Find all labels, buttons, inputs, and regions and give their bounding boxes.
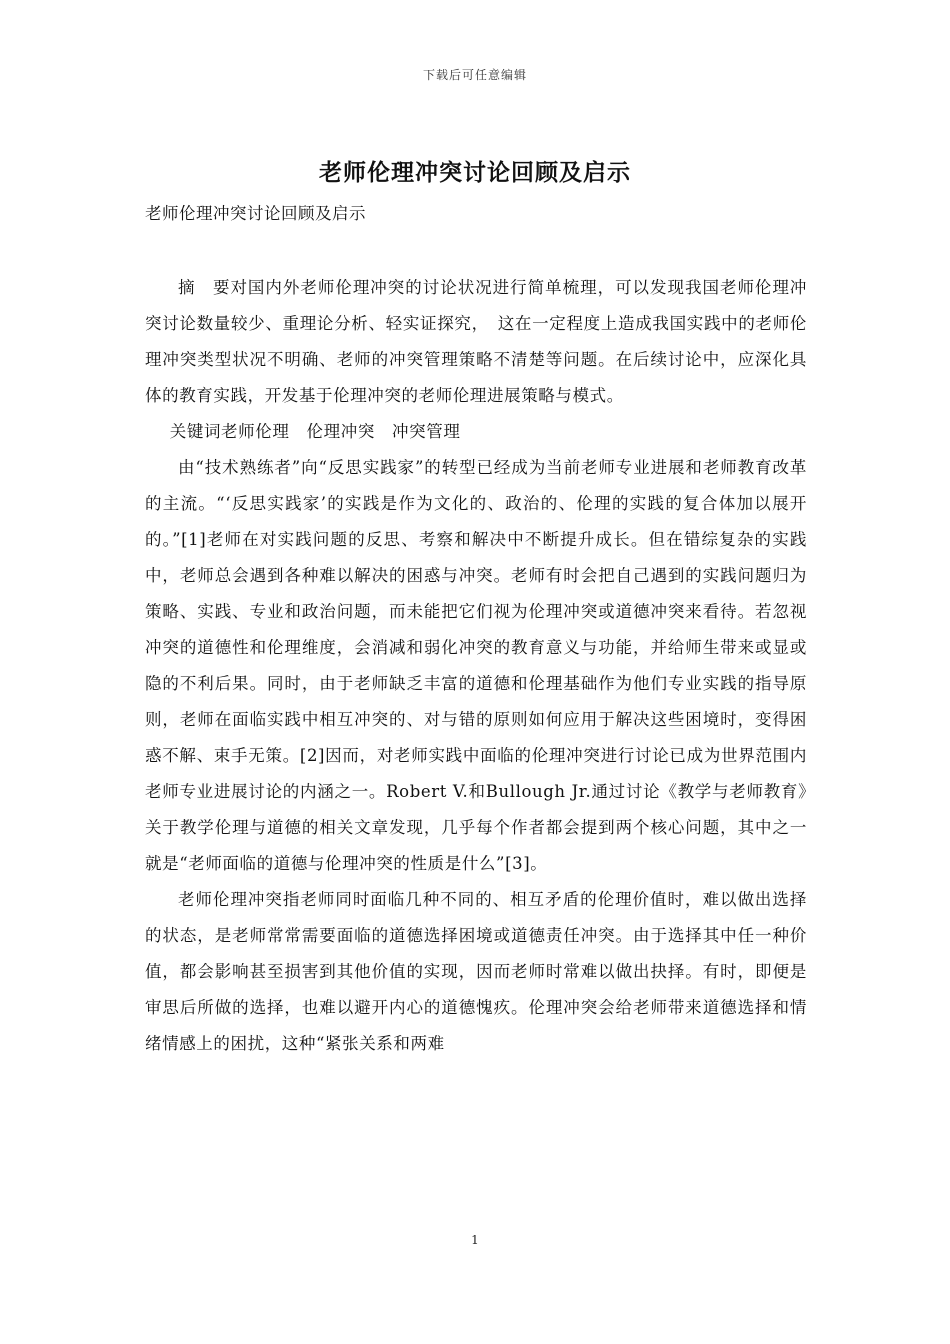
body-paragraph-1: 由“技术熟练者”向“反思实践家”的转型已经成为当前老师专业进展和老师教育改革的主流。“‘反思实践家’的实践是作为文化的、政治的、伦理的实践的复合体加以展开的。”[1]老师在对实践问题的反思、考察和解决中不断提升成长。但在错综复杂的实践中，老师总会遇到各种难以解决的困惑与冲突。老师有时会把自己遇到的实践问题归为策略、实践、专业和政治问题，而未能把它们视为伦理冲突或道德冲突来看待。若忽视冲突的道德性和伦理维度，会消减和弱化冲突的教育意义与功能，并给师生带来或显或隐的不利后果。同时，由于老师缺乏丰富的道德和伦理基础作为他们专业实践的指导原则，老师在面临实践中相互冲突的、对与错的原则如何应用于解决这些困境时，变得困惑不解、束手无策。[2]因而，对老师实践中面临的伦理冲突进行讨论已成为世界范围内老师专业进展讨论的内涵之一。Robert V.和Bullough Jr.通过讨论《教学与老师教育》关于教学伦理与道德的相关文章发现，几乎每个作者都会提到两个核心问题，其中之一就是“老师面临的道德与伦理冲突的性质是什么”[3]。	[145, 458, 807, 873]
page-header-note: 下载后可任意编辑	[422, 68, 527, 82]
keywords-line: 关键词老师伦理 伦理冲突 冲突管理	[169, 422, 461, 441]
body-paragraph-2: 老师伦理冲突指老师同时面临几种不同的、相互矛盾的伦理价值时，难以做出选择的状态，是老师常常需要面临的道德选择困境或道德责任冲突。由于选择其中任一种价值，都会影响甚至损害到其他价值的实现，因而老师时常难以做出抉择。有时，即便是审思后所做的选择，也难以避开内心的道德愧疚。伦理冲突会给老师带来道德选择和情绪情感上的困扰，这种“紧张关系和两难	[145, 890, 807, 1053]
document-body	[145, 270, 807, 1062]
page-number: 1	[471, 1233, 479, 1247]
document-title: 老师伦理冲突讨论回顾及启示	[319, 159, 631, 186]
abstract-paragraph: 摘 要对国内外老师伦理冲突的讨论状况进行简单梳理，可以发现我国老师伦理冲突讨论数量较少、重理论分析、轻实证探究， 这在一定程度上造成我国实践中的老师伦理冲突类型状况不明确、老师的冲突管理策略不清楚等问题。在后续讨论中，应深化具体的教育实践，开发基于伦理冲突的老师伦理进展策略与模式。	[145, 278, 807, 405]
document-subtitle: 老师伦理冲突讨论回顾及启示	[145, 204, 366, 223]
